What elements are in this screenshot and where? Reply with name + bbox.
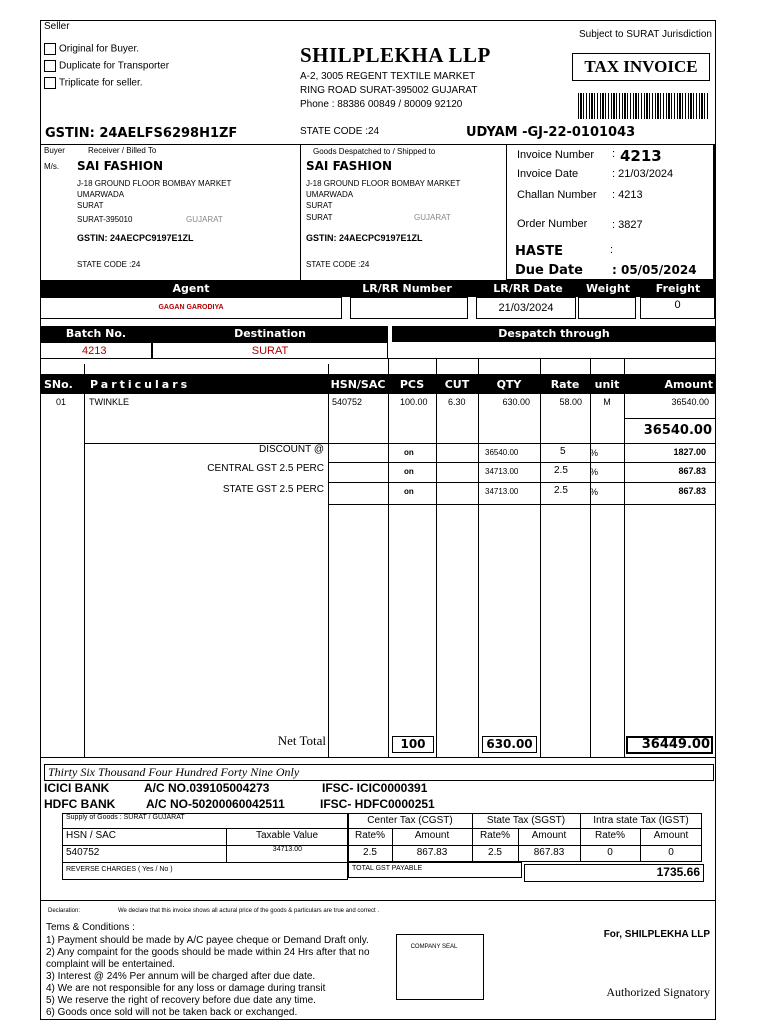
term-5: 5) We reserve the right of recovery before due date any time.: [46, 995, 316, 1006]
igst-amount-label: Amount: [653, 830, 689, 841]
buyer-address-2: UMARWADA: [77, 190, 125, 199]
buyer-address-4: SURAT-395010: [77, 215, 133, 224]
amount-in-words: Thirty Six Thousand Four Hundred Forty Nine Only: [48, 765, 300, 779]
for-company: For, SHILPLEKHA LLP: [603, 929, 710, 940]
buyer-sub-label: Receiver / Billed To: [88, 146, 157, 155]
consignee-address-2: UMARWADA: [306, 190, 354, 199]
taxable-value: 34713.00: [272, 846, 302, 853]
buyer-state-code: STATE CODE :24: [77, 260, 141, 269]
declaration-text: We declare that this invoice shows all actural price of the goods & particulars are true and correct .: [118, 908, 380, 914]
consignee-address-4: SURAT: [306, 213, 333, 222]
bank-2-account: A/C NO-50200060042511: [146, 797, 285, 811]
adjustment-base-cgst: 34713.00: [485, 467, 519, 476]
copy-triplicate[interactable]: Triplicate for seller.: [44, 77, 143, 89]
cgst-rate-label: Rate%: [354, 830, 385, 841]
due-date: : 05/05/2024: [612, 263, 697, 277]
total-gst-payable: 1735.66: [656, 865, 700, 879]
term-4: 4) We are not responsible for any loss or damage during transit: [46, 983, 326, 994]
subtotal: 36540.00: [643, 423, 712, 438]
adjustment-on-discount: on: [404, 448, 414, 457]
adjustment-amount-sgst: 867.83: [678, 486, 706, 496]
due-date-label: Due Date: [515, 263, 583, 278]
freight-label: Freight: [655, 282, 701, 295]
agent-label: Agent: [172, 282, 210, 295]
despatch-label: Despatch through: [498, 327, 610, 340]
reverse-charges: REVERSE CHARGES ( Yes / No ): [66, 866, 173, 873]
item-cut: 6.30: [448, 397, 466, 407]
buyer-name: SAI FASHION: [77, 159, 164, 173]
term-3: 3) Interest @ 24% Per annum will be charged after due date.: [46, 971, 316, 982]
company-address-1: A-2, 3005 REGENT TEXTILE MARKET: [300, 71, 476, 82]
sgst-rate: 2.5: [488, 847, 502, 858]
consignee-address-3: SURAT: [306, 201, 333, 210]
company-seal-label: COMPANY SEAL: [410, 944, 458, 950]
company-phone: Phone : 88386 00849 / 80009 92120: [300, 99, 463, 110]
cgst-amount: 867.83: [416, 847, 448, 858]
adjustment-rate-discount: 5: [560, 446, 566, 457]
adjustment-rate-cgst: 2.5: [554, 465, 568, 476]
col-qty: QTY: [496, 378, 522, 391]
freight-value: 0: [674, 299, 681, 311]
adjustment-pct-sgst: %: [590, 487, 599, 497]
col-amount: Amount: [664, 378, 713, 391]
total-gst-label: TOTAL GST PAYABLE: [352, 865, 423, 872]
company-address-2: RING ROAD SURAT-395002 GUJARAT: [300, 85, 478, 96]
copy-original[interactable]: Original for Buyer.: [44, 43, 139, 55]
total-pcs: 100: [400, 737, 426, 751]
term-2: 2) Any compaint for the goods should be made within 24 Hrs after that no: [46, 947, 370, 958]
lr-number-label: LR/RR Number: [362, 282, 452, 295]
col-unit: unit: [594, 378, 620, 391]
doc-title: TAX INVOICE: [572, 53, 710, 81]
item-amount: 36540.00: [671, 397, 709, 407]
item-pcs: 100.00: [400, 397, 428, 407]
term-2-cont: complaint will be entertained.: [46, 959, 175, 970]
bank-1-ifsc: IFSC- ICIC0000391: [322, 781, 428, 795]
authorized-signatory: Authorized Signatory: [606, 985, 710, 999]
adjustment-label-cgst: CENTRAL GST 2.5 PERC: [207, 463, 324, 474]
items-table: [40, 358, 716, 758]
destination-label: Destination: [234, 327, 306, 340]
challan-number-label: Challan Number: [517, 189, 597, 201]
igst-amount: 0: [668, 847, 674, 858]
cgst-label: Center Tax (CGST): [367, 815, 453, 826]
item-rate: 58.00: [559, 397, 582, 407]
consignee-address-1: J-18 GROUND FLOOR BOMBAY MARKET: [306, 179, 461, 188]
agent-value: GAGAN GARODIYA: [158, 304, 224, 311]
buyer-label: Buyer: [44, 146, 65, 155]
net-total: 36449.00: [641, 737, 710, 752]
copy-duplicate[interactable]: Duplicate for Transporter: [44, 60, 169, 72]
declaration-label: Declaration:: [48, 908, 81, 914]
adjustment-amount-cgst: 867.83: [678, 466, 706, 476]
term-1: 1) Payment should be made by A/C payee cheque or Demand Draft only.: [46, 935, 369, 946]
item-sno: 01: [56, 397, 67, 407]
buyer-address-3: SURAT: [77, 201, 104, 210]
total-qty: 630.00: [486, 737, 533, 751]
terms-title: Tems & Conditions :: [46, 922, 135, 933]
invoice-number-label: Invoice Number: [517, 149, 595, 161]
adjustment-pct-discount: %: [590, 448, 599, 458]
tax-hsn: 540752: [66, 847, 100, 858]
udyam-number: UDYAM -GJ-22-0101043: [466, 125, 636, 140]
checkbox-triplicate[interactable]: [44, 77, 56, 89]
adjustment-label-discount: DISCOUNT @: [259, 444, 324, 455]
sgst-amount-label: Amount: [531, 830, 567, 841]
col-particulars: Particulars: [90, 378, 191, 391]
adjustment-rate-sgst: 2.5: [554, 485, 568, 496]
order-number: : 3827: [612, 219, 643, 231]
weight-label: Weight: [586, 282, 630, 295]
item-unit: M: [603, 397, 611, 407]
bank-1-account: A/C NO.039105004273: [144, 781, 270, 795]
invoice-info-box: [506, 144, 715, 280]
order-number-label: Order Number: [517, 218, 588, 230]
consignee-label: Goods Despatched to / Shipped to: [313, 147, 436, 156]
adjustment-base-sgst: 34713.00: [485, 487, 519, 496]
weight-cell: [578, 297, 636, 319]
term-6: 6) Goods once sold will not be taken back or exchanged.: [46, 1007, 298, 1018]
cgst-rate: 2.5: [363, 847, 377, 858]
cgst-amount-label: Amount: [414, 830, 450, 841]
invoice-date: : 21/03/2024: [612, 168, 674, 180]
adjustment-pct-cgst: %: [590, 467, 599, 477]
buyer-state: GUJARAT: [186, 215, 223, 224]
consignee-name: SAI FASHION: [306, 159, 393, 173]
seller-state-code: STATE CODE :24: [300, 126, 380, 137]
buyer-gstin: GSTIN: 24AECPC9197E1ZL: [77, 233, 194, 243]
tax-hsn-label: HSN / SAC: [66, 830, 117, 841]
checkbox-duplicate[interactable]: [44, 60, 56, 72]
haste-label: HASTE: [515, 244, 564, 259]
challan-number: : 4213: [612, 189, 643, 201]
bank-2-name: HDFC BANK: [44, 797, 116, 811]
lr-date-label: LR/RR Date: [493, 282, 563, 295]
haste-value: :: [610, 244, 614, 256]
seller-label: Seller: [44, 21, 70, 32]
adjustment-label-sgst: STATE GST 2.5 PERC: [222, 484, 324, 495]
item-name: TWINKLE: [89, 397, 130, 407]
taxable-value-label: Taxable Value: [255, 830, 319, 841]
igst-rate: 0: [607, 847, 613, 858]
supply-of-goods: Supply of Goods : SURAT / GUJARAT: [66, 814, 185, 821]
lr-date-value: 21/03/2024: [498, 302, 554, 314]
buyer-address-1: J-18 GROUND FLOOR BOMBAY MARKET: [77, 179, 232, 188]
col-hsn: HSN/SAC: [330, 378, 386, 391]
sgst-amount: 867.83: [533, 847, 565, 858]
adjustment-amount-discount: 1827.00: [673, 447, 706, 457]
igst-rate-label: Rate%: [594, 830, 625, 841]
seller-gstin: GSTIN: 24AELFS6298H1ZF: [45, 126, 238, 141]
net-total-label: Net Total: [277, 733, 326, 748]
consignee-state: GUJARAT: [414, 213, 451, 222]
batch-label: Batch No.: [65, 327, 127, 340]
col-cut: CUT: [444, 378, 470, 391]
consignee-state-code: STATE CODE :24: [306, 260, 370, 269]
col-sno: SNo.: [44, 378, 73, 391]
consignee-gstin: GSTIN: 24AECPC9197E1ZL: [306, 233, 423, 243]
jurisdiction: Subject to SURAT Jurisdiction: [578, 29, 712, 40]
adjustment-on-sgst: on: [404, 487, 414, 496]
buyer-ms: M/s.: [44, 162, 60, 171]
barcode-icon: [578, 93, 708, 119]
col-rate: Rate: [550, 378, 580, 391]
adjustment-on-cgst: on: [404, 467, 414, 476]
col-pcs: PCS: [399, 378, 425, 391]
bank-2-ifsc: IFSC- HDFC0000251: [320, 797, 435, 811]
batch-value: 4213: [82, 345, 107, 357]
checkbox-original[interactable]: [44, 43, 56, 55]
company-name: SHILPLEKHA LLP: [300, 43, 491, 67]
invoice-number: 4213: [620, 147, 662, 165]
igst-label: Intra state Tax (IGST): [593, 815, 689, 826]
item-qty: 630.00: [502, 397, 530, 407]
bank-1-name: ICICI BANK: [44, 781, 110, 795]
destination-value: SURAT: [251, 345, 289, 357]
sgst-rate-label: Rate%: [479, 830, 510, 841]
sgst-label: State Tax (SGST): [486, 815, 566, 826]
invoice-date-label: Invoice Date: [517, 168, 579, 180]
item-hsn: 540752: [332, 397, 363, 407]
lr-number-cell: [350, 297, 468, 319]
adjustment-base-discount: 36540.00: [485, 448, 519, 457]
